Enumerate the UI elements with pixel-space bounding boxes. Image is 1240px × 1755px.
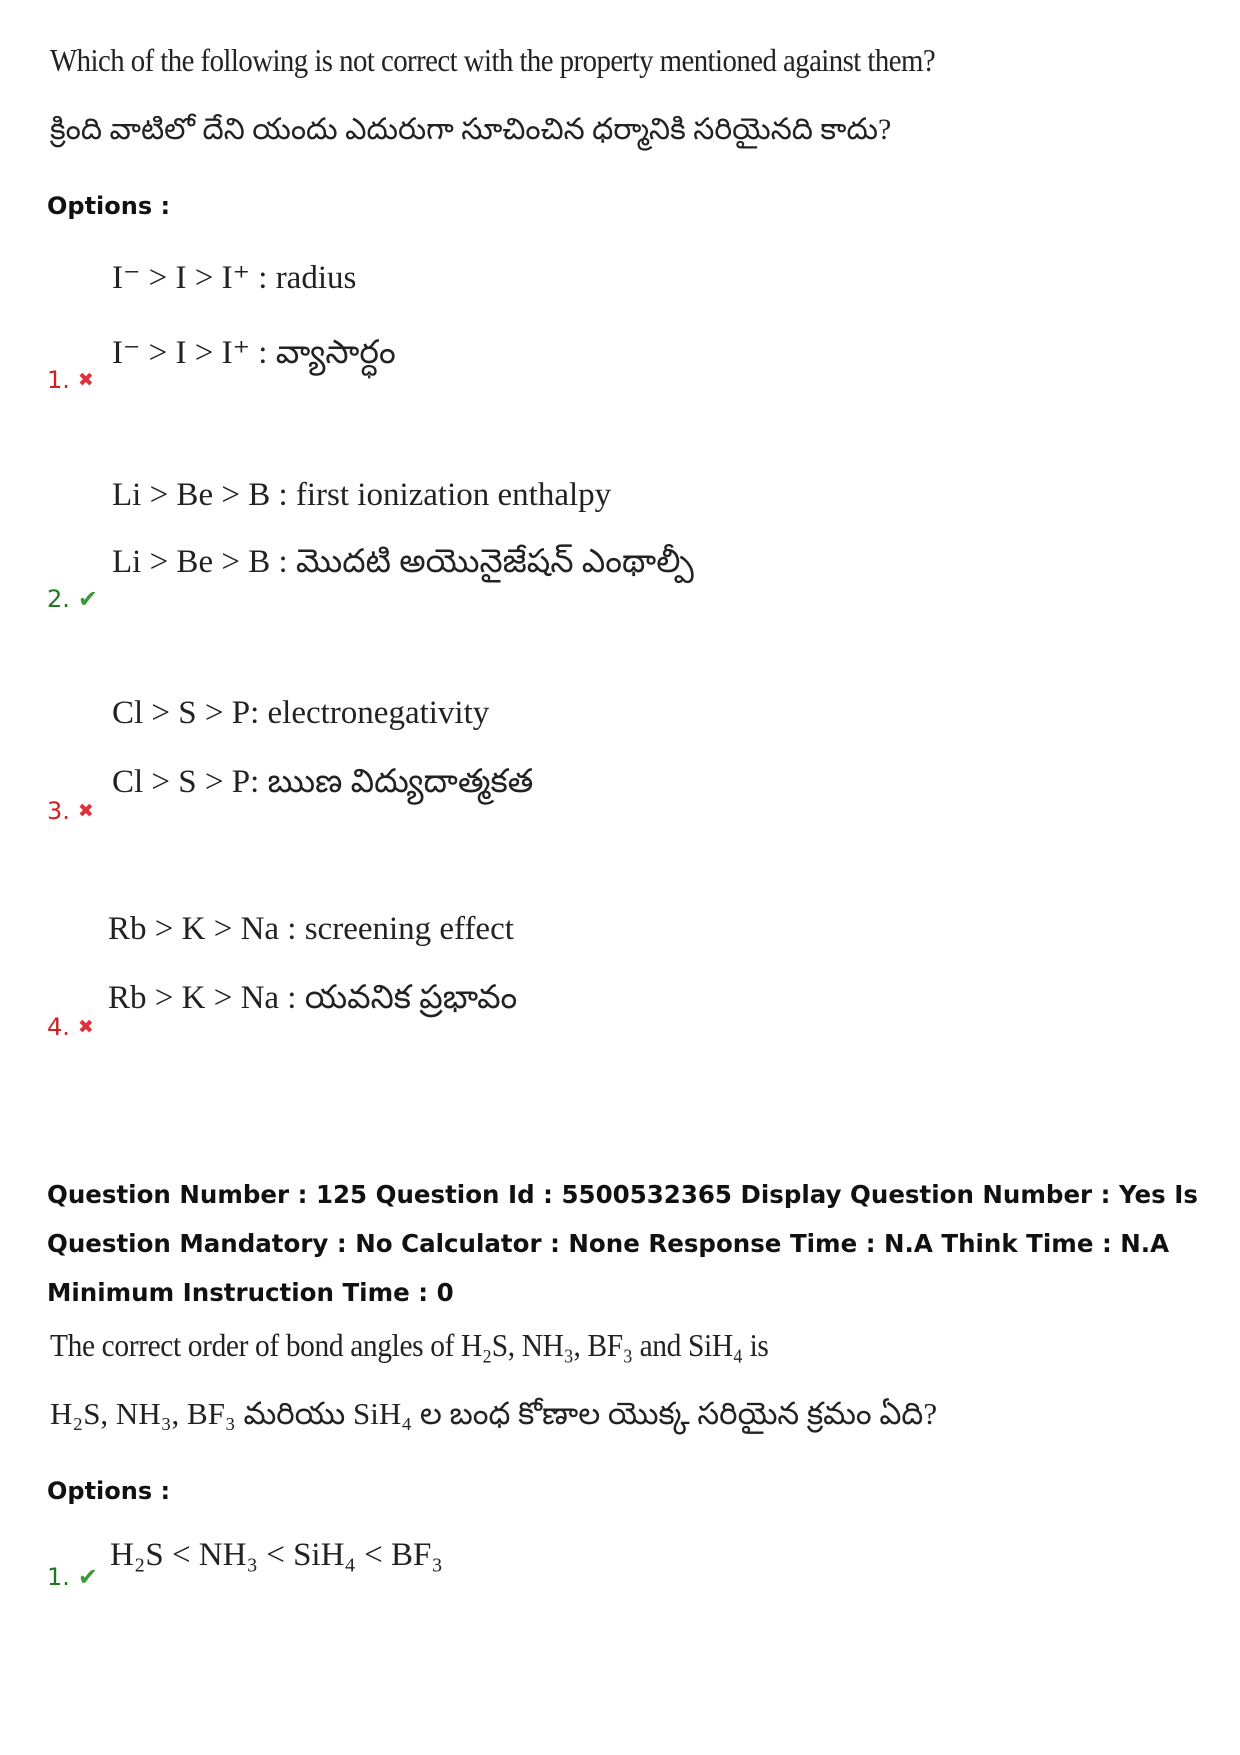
question-text-telugu: H₂S, NH₃, BF₃ మరియు SiH₄ ల బంధ కోణాల యొక్క సరియైన క్రమం ఏది? xyxy=(50,1396,938,1431)
checkmark-icon: ✔ xyxy=(77,1563,99,1591)
option-2-text-english: Li > Be > B : first ionization enthalpy xyxy=(112,477,612,513)
cross-icon: ✖ xyxy=(77,799,94,822)
option-4-marker xyxy=(47,1013,94,1041)
option-3-text-english: Cl > S > P: electronegativity xyxy=(112,695,490,731)
option-1-text-english: I⁻ > I > I⁺ : radius xyxy=(112,260,357,296)
cross-icon: ✖ xyxy=(77,1015,94,1038)
option-3-marker xyxy=(47,797,94,825)
option-number: 3. xyxy=(47,797,70,825)
option-1-marker xyxy=(47,366,94,394)
option-1-text: H₂S < NH₃ < SiH₄ < BF₃ xyxy=(110,1537,443,1573)
question-metadata: Question Number : 125 Question Id : 5500532365 Display Question Number : Yes Is Question Mandatory : No Calculator : None Response Time : N.A Think Time : N.A Minimum Instruction Time : 0 xyxy=(47,1180,1198,1307)
option-number: 1. xyxy=(47,1563,70,1591)
option-1-text-telugu: I⁻ > I > I⁺ : వ్యాసార్ధం xyxy=(112,335,396,371)
option-4-text-english: Rb > K > Na : screening effect xyxy=(108,911,514,947)
question-text-english: The correct order of bond angles of H₂S, NH₃, BF₃ and SiH₄ is xyxy=(50,1327,769,1363)
options-label: Options : xyxy=(47,192,171,220)
option-number: 2. xyxy=(47,585,70,613)
question-text-english: Which of the following is not correct with the property mentioned against them? xyxy=(50,42,936,78)
cross-icon: ✖ xyxy=(77,368,94,391)
option-number: 4. xyxy=(47,1013,70,1041)
question-text-telugu: క్రింది వాటిలో దేని యందు ఎదురుగా సూచించిన ధర్మానికి సరియైనది కాదు? xyxy=(50,113,892,146)
checkmark-icon: ✔ xyxy=(77,585,99,613)
option-number: 1. xyxy=(47,366,70,394)
option-3-text-telugu: Cl > S > P: ఋణ విద్యుదాత్మకత xyxy=(112,764,534,800)
option-2-marker xyxy=(47,585,98,613)
option-2-text-telugu: Li > Be > B : మొదటి అయొనైజేషన్ ఎంథాల్పీ xyxy=(112,544,694,580)
option-1-marker xyxy=(47,1563,98,1591)
options-label: Options : xyxy=(47,1477,171,1505)
option-4-text-telugu: Rb > K > Na : యవనిక ప్రభావం xyxy=(108,980,518,1016)
